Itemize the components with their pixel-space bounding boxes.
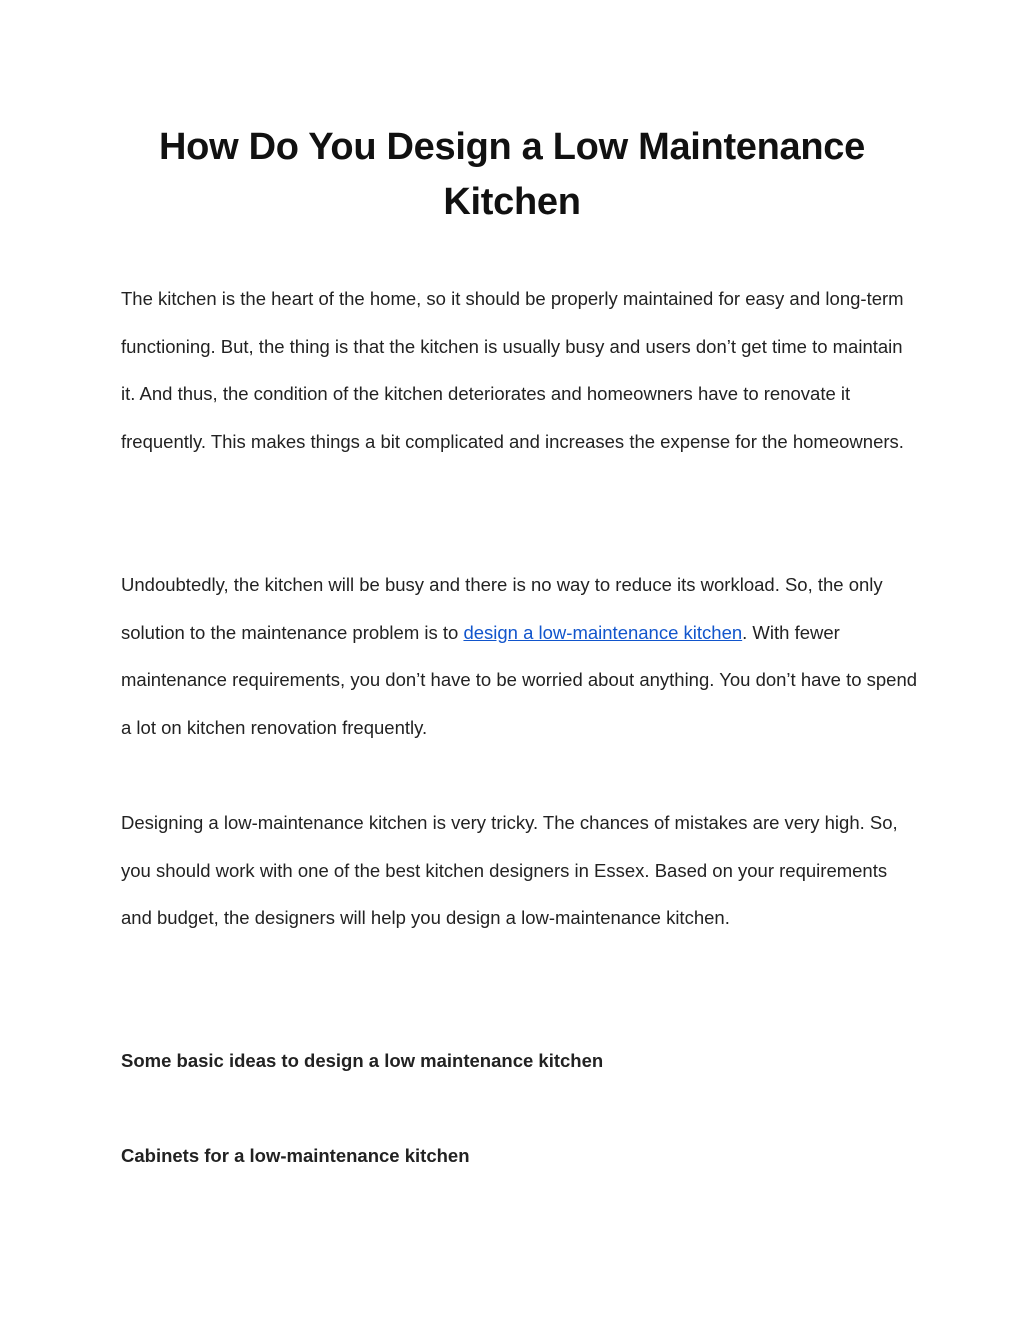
section-heading-basic-ideas: Some basic ideas to design a low maintenance kitchen	[121, 1050, 604, 1071]
solution-paragraph	[121, 561, 921, 751]
solution-paragraph-text-before-link: Undoubtedly, the kitchen will be busy and there is no way to reduce its workload. So, the only solution to the maintenance problem is to	[121, 574, 883, 643]
designers-paragraph: Designing a low-maintenance kitchen is very tricky. The chances of mistakes are very high. So, you should work with one of the best kitchen designers in Essex. Based on your requirements and budget, the designers will help you design a low-maintenance kitchen.	[121, 812, 898, 928]
design-low-maintenance-kitchen-link[interactable]: design a low-maintenance kitchen	[463, 621, 743, 643]
section-heading-cabinets: Cabinets for a low-maintenance kitchen	[121, 1145, 470, 1166]
intro-paragraph: The kitchen is the heart of the home, so it should be properly maintained for easy and long-term functioning. But, the thing is that the kitchen is usually busy and users don’t get time to maintain it. And thus, the condition of the kitchen deteriorates and homeowners have to renovate it frequently. This makes things a bit complicated and increases the expense for the homeowners.	[121, 288, 904, 452]
solution-paragraph-text-after-link: . With fewer maintenance requirements, you don’t have to be worried about anything. You don’t have to spend a lot on kitchen renovation frequently.	[121, 621, 918, 738]
document-title: How Do You Design a Low Maintenance Kitchen	[159, 126, 865, 223]
